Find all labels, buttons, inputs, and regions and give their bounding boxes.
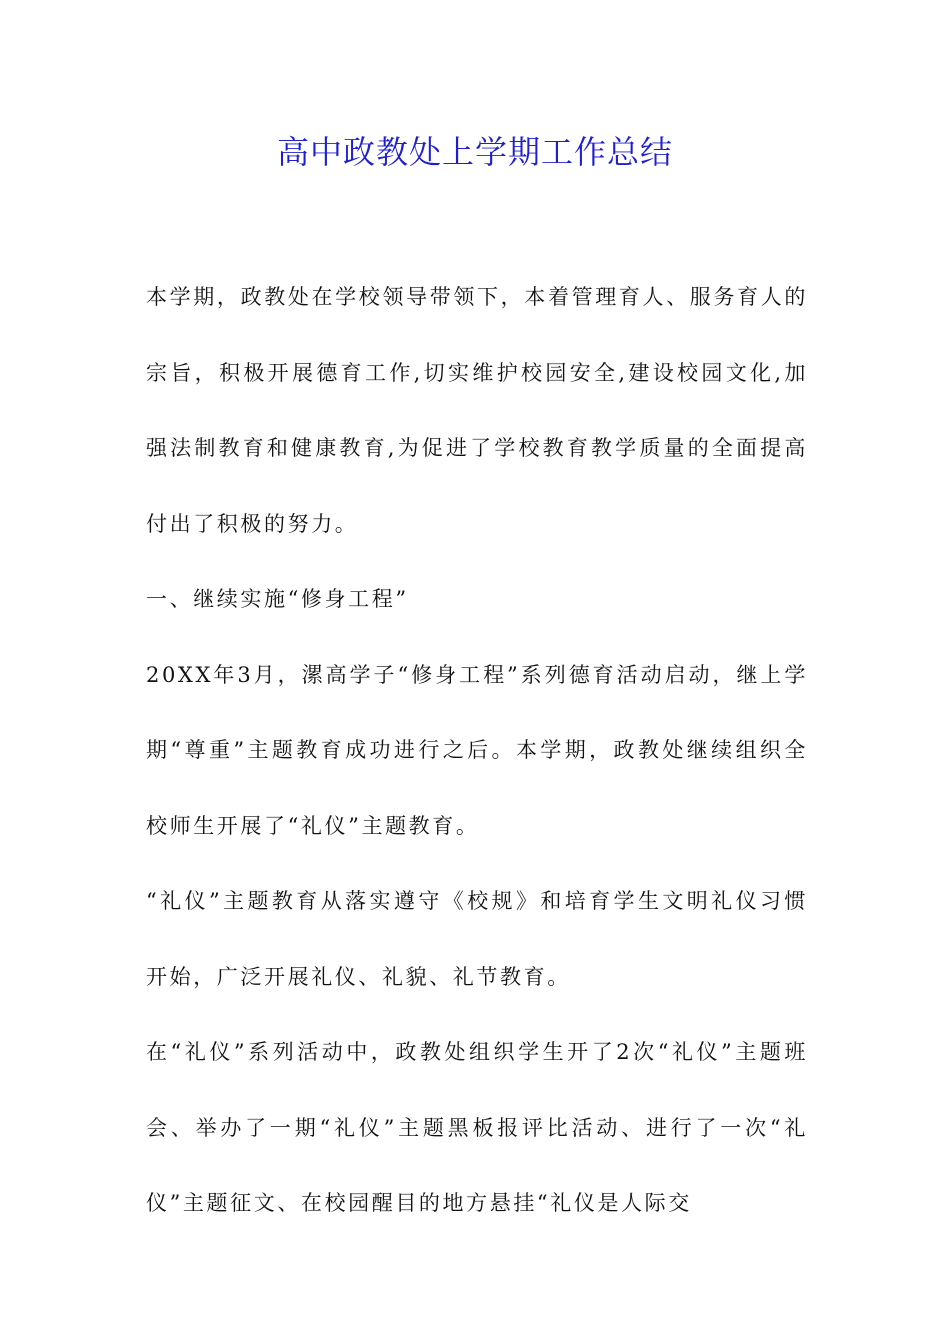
- paragraph-intro: 本学期，政教处在学校领导带领下，本着管理育人、服务育人的宗旨，积极开展德育工作,切实维护校园安全,建设校园文化,加强法制教育和健康教育,为促进了学校教育教学质量的全面提高付出了积极的努力。: [146, 285, 808, 536]
- paragraph-launch: 20XX年3月，漯高学子“修身工程”系列德育活动启动，继上学期“尊重”主题教育成功进行之后。本学期，政教处继续组织全校师生开展了“礼仪”主题教育。: [146, 662, 808, 838]
- paragraph-etiquette: “礼仪”主题教育从落实遵守《校规》和培育学生文明礼仪习惯开始，广泛开展礼仪、礼貌、礼节教育。: [146, 889, 808, 989]
- paragraph-activities: 在“礼仪”系列活动中，政教处组织学生开了2次“礼仪”主题班会、举办了一期“礼仪”主题黑板报评比活动、进行了一次“礼仪”主题征文、在校园醒目的地方悬挂“礼仪是人际交: [146, 1040, 808, 1215]
- document-body: [146, 260, 808, 1242]
- document-title: 高中政教处上学期工作总结: [276, 133, 673, 171]
- section-heading-1: 一、继续实施“修身工程”: [146, 587, 409, 611]
